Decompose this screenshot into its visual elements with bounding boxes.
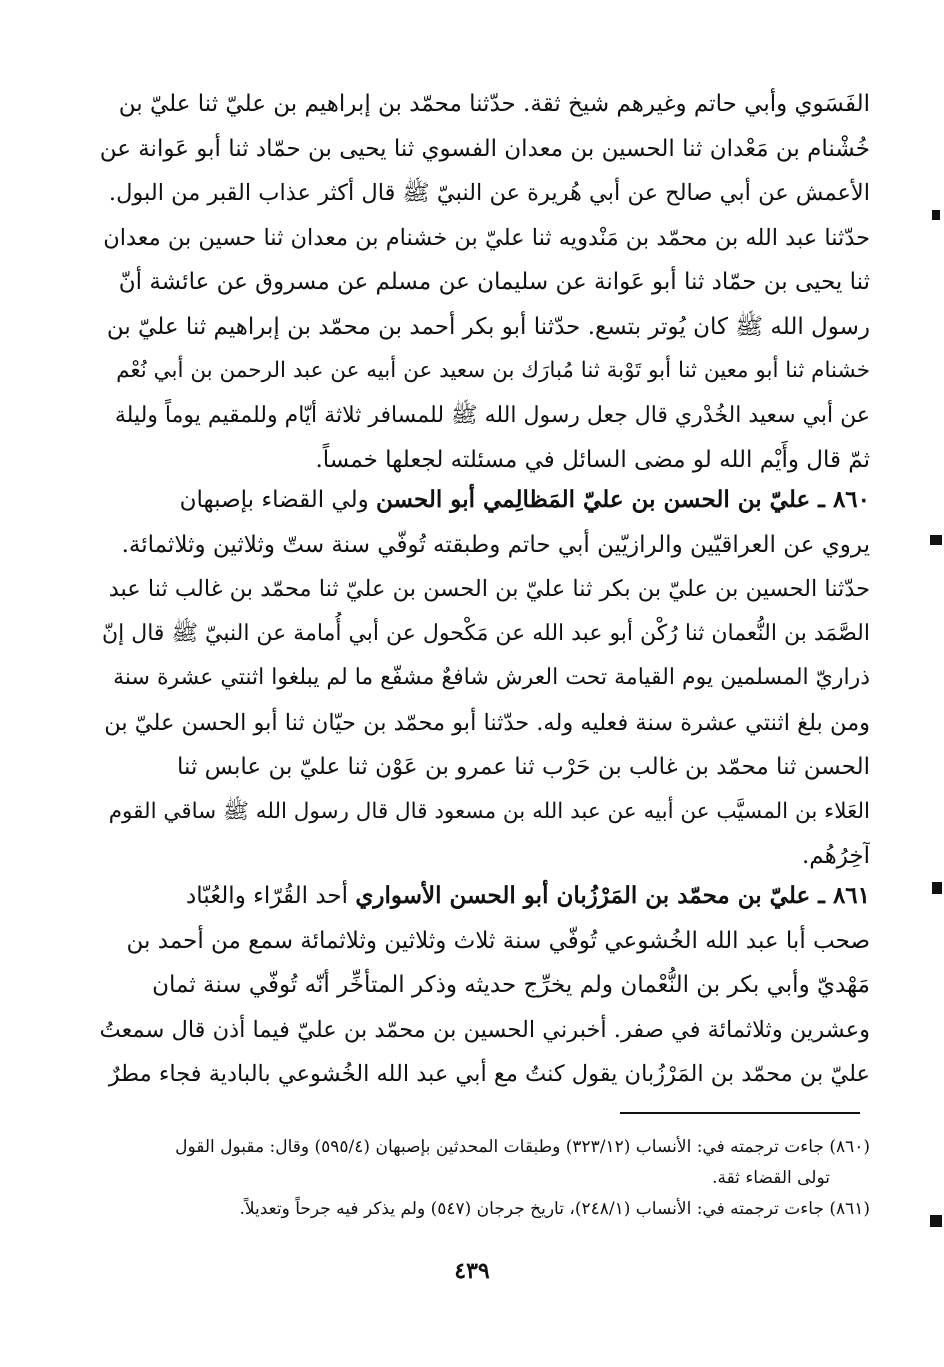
footnote-860-continuation: تولى القضاء ثقة. bbox=[712, 1168, 830, 1188]
footnote-860: (٨٦٠) جاءت ترجمته في: الأنساب (٣٢٣/١٢) وطبقات المحدثين بإصبهان (٥٩٥/٤) وقال: مقبول القول bbox=[175, 1137, 870, 1157]
text-line: مَهْديّ وأبي بكر بن النُّعْمان ولم يخرِّج حديثه وذكر المتأخِّر أنّه تُوفّي سنة ثمان bbox=[152, 972, 870, 998]
text-line: خشنام ثنا أبو معين ثنا أبو تَوْبة ثنا مُبارَك بن سعيد عن أبيه عن عبد الرحمن بن أبي نُعْم bbox=[116, 358, 870, 383]
text-line: حدّثنا عبد الله بن محمّد بن مَنْدويه ثنا عليّ بن خشنام بن معدان ثنا حسين بن معدان bbox=[103, 224, 870, 251]
text-line: حدّثنا الحسين بن عليّ بن بكر ثنا عليّ بن الحسن بن عليّ ثنا محمّد بن غالب ثنا عبد bbox=[108, 576, 870, 602]
margin-mark bbox=[932, 210, 940, 220]
text-line: وعشرين وثلاثمائة في صفر. أخبرني الحسين بن محمّد بن عليّ فيما أذن قال سمعتُ bbox=[100, 1016, 870, 1043]
text-line: صحب أبا عبد الله الخُشوعي تُوفّي سنة ثلاث وثلاثين وثلاثمائة سمع من أحمد بن bbox=[126, 927, 870, 954]
text-line: ذراريّ المسلمين يوم القيامة تحت العرش شافعٌ مشفّع ما لم يبلغوا اثنتي عشرة سنة bbox=[113, 665, 870, 690]
text-line: الأعمش عن أبي صالح عن أبي هُريرة عن النبيّ ﷺ قال أكثر عذاب القبر من البول. bbox=[108, 180, 870, 206]
text-line: رسول الله ﷺ كان يُوتر بتسع. حدّثنا أبو بكر أحمد بن محمّد بن إبراهيم ثنا عليّ بن bbox=[106, 313, 870, 340]
margin-mark bbox=[930, 535, 942, 545]
text-line: ثمّ قال وأَيْم الله لو مضى السائل في مسئلته لجعلها خمساً. bbox=[315, 447, 870, 473]
text-line: ثنا يحيى بن حمّاد ثنا أبو عَوانة عن سليمان عن مسلم عن مسروق عن عائشة أنّ bbox=[118, 269, 870, 295]
entry-first-line bbox=[100, 874, 870, 919]
text-line: الصَّمَد بن النُّعمان ثنا رُكْن أبو عبد الله عن مَكْحول عن أبي أُمامة عن النبيّ ﷺ قال إنّ bbox=[101, 620, 870, 646]
text-line: العَلاء بن المسيَّب عن أبيه عن عبد الله بن مسعود قال قال رسول الله ﷺ ساقي القوم bbox=[108, 798, 870, 824]
entry-heading-rest: أحد القُرّاء والعُبّاد bbox=[186, 883, 356, 909]
footnote-861: (٨٦١) جاءت ترجمته في: الأنساب (٢٤٨/١)، تاريخ جرجان (٥٤٧) ولم يذكر فيه جرحاً وتعديلاً. bbox=[239, 1199, 870, 1219]
margin-mark bbox=[930, 1215, 942, 1227]
text-line: عليّ بن محمّد بن المَرْزُبان يقول كنتُ مع أبي عبد الله الخُشوعي بالبادية فجاء مطرٌ bbox=[108, 1061, 870, 1087]
margin-mark bbox=[932, 882, 942, 894]
text-line: آخِرُهُم. bbox=[801, 843, 870, 869]
entry-heading: ٨٦١ ـ عليّ بن محمّد بن المَرْزُبان أبو الحسن الأسواري bbox=[355, 882, 870, 909]
text-line: خُشْنام بن مَعْدان ثنا الحسين بن معدان الفسوي ثنا يحيى بن حمّاد ثنا أبو عَوانة عن bbox=[100, 135, 870, 162]
footnote-separator bbox=[620, 1112, 860, 1114]
paragraph-continuation bbox=[100, 82, 870, 483]
entry-first-line bbox=[100, 478, 870, 523]
text-line: الفَسَوي وأبي حاتم وغيرهم شيخ ثقة. حدّثنا محمّد بن إبراهيم بن عليّ ثنا عليّ بن bbox=[118, 91, 870, 117]
entry-861 bbox=[100, 874, 870, 1097]
text-line: الحسن ثنا محمّد بن غالب بن حَرْب ثنا عمرو بن عَوْن ثنا عليّ بن عابس ثنا bbox=[177, 754, 870, 780]
entry-heading: ٨٦٠ ـ عليّ بن الحسن بن عليّ المَظالِمي أبو الحسن bbox=[376, 486, 870, 513]
text-line: يروي عن العراقيّين والرازيّين أبي حاتم وطبقته تُوفّي سنة ستّ وثلاثين وثلاثمائة. bbox=[121, 531, 870, 558]
footnotes bbox=[100, 1132, 870, 1225]
page-number: ٤٣٩ bbox=[454, 1258, 490, 1284]
entry-860 bbox=[100, 478, 870, 879]
entry-heading-rest: ولي القضاء بإصبهان bbox=[179, 487, 377, 513]
text-line: ومن بلغ اثنتي عشرة سنة فعليه وله. حدّثنا أبو محمّد بن حيّان ثنا أبو الحسن عليّ بن bbox=[104, 709, 870, 736]
text-line: عن أبي سعيد الخُدْري قال جعل رسول الله ﷺ للمسافر ثلاثة أيّام وللمقيم يوماً وليلة bbox=[114, 402, 870, 428]
